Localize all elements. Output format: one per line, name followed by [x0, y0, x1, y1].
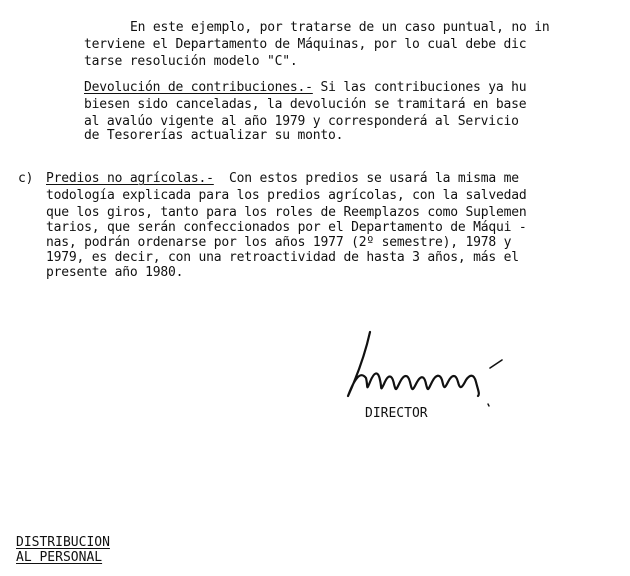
para2-line1-rest: Si las contribuciones ya hu — [312, 80, 527, 95]
para3-heading: Predios no agrícolas.- — [46, 171, 214, 186]
handwritten-signature — [340, 330, 510, 410]
para3-line5: nas, podrán ordenarse por los años 1977 (2º semestre), 1978 y — [46, 235, 512, 250]
para3-line3: que los giros, tanto para los roles de Reemplazos como Suplemen — [46, 205, 527, 220]
director-title: DIRECTOR — [365, 406, 428, 421]
signature-stroke-icon — [340, 330, 510, 410]
para3-line7: presente año 1980. — [46, 265, 184, 280]
distribution-line2: AL PERSONAL — [16, 550, 103, 565]
para2-heading: Devolución de contribuciones.- — [84, 80, 313, 95]
para1-line2: terviene el Departamento de Máquinas, por lo cual debe dic — [84, 37, 527, 52]
distribution-line1: DISTRIBUCION — [16, 535, 110, 550]
para1-line1: En este ejemplo, por tratarse de un caso puntual, no in — [130, 20, 550, 35]
para2-line1 — [84, 80, 526, 95]
para3-line1 — [46, 171, 519, 186]
para2-line2: biesen sido canceladas, la devolución se tramitará en base — [84, 97, 527, 112]
para3-line6: 1979, es decir, con una retroactividad de hasta 3 años, más el — [46, 250, 519, 265]
para3-line1-rest: Con estos predios se usará la misma me — [213, 171, 519, 186]
para3-line4: tarios, que serán confeccionados por el Departamento de Máqui - — [46, 220, 527, 235]
para2-line4: de Tesorerías actualizar su monto. — [84, 128, 344, 143]
para2-line3: al avalúo vigente al año 1979 y corresponderá al Servicio — [84, 114, 519, 129]
para1-line3: tarse resolución modelo "C". — [84, 54, 298, 69]
para3-marker: c) — [18, 171, 34, 186]
para3-line2: todología explicada para los predios agrícolas, con la salvedad — [46, 188, 527, 203]
